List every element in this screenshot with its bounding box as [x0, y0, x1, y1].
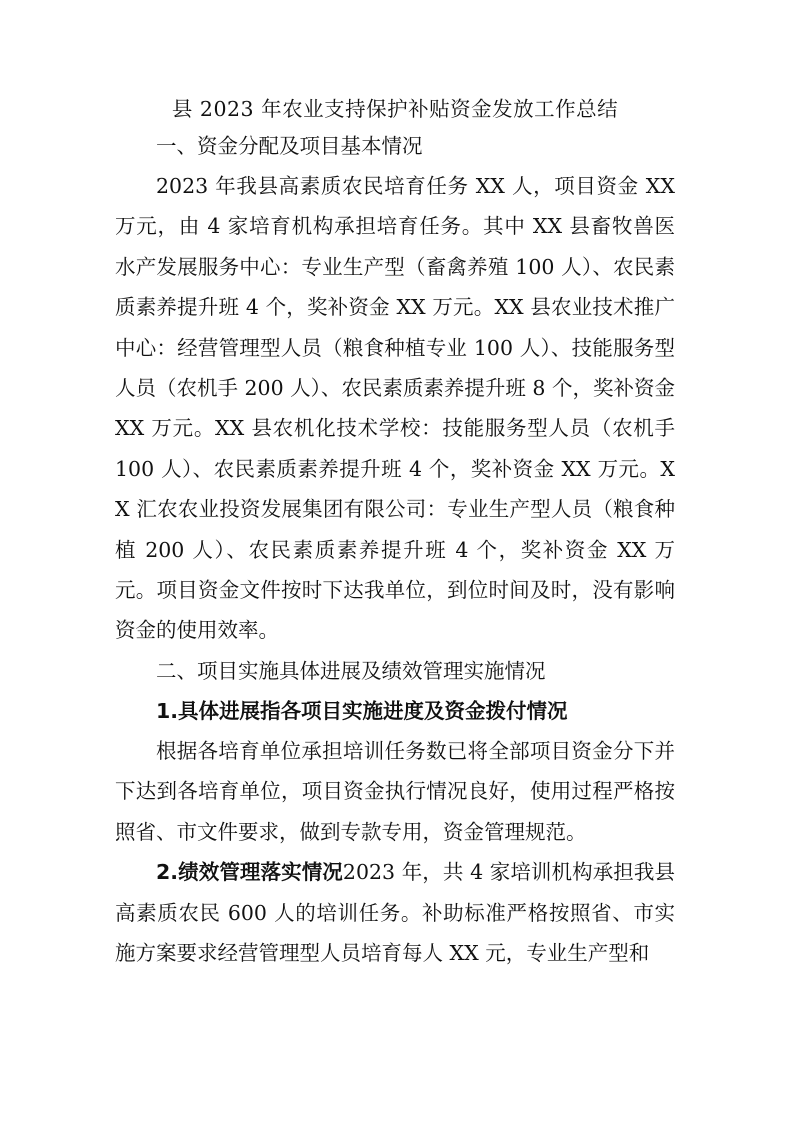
lead-performance-management: 2.绩效管理落实情况	[156, 860, 343, 885]
paragraph-performance-management	[115, 852, 675, 973]
paragraph-progress-and-disbursement: 根据各培育单位承担培训任务数已将全部项目资金分下并下达到各培育单位，项目资金执行情况良好，使用过程严格按照省、市文件要求，做到专款专用，资金管理规范。	[115, 738, 675, 844]
document-body	[115, 92, 675, 973]
paragraph-funding-allocation: 2023 年我县高素质农民培育任务 XX 人，项目资金 XX 万元，由 4 家培育机构承担培育任务。其中 XX 县畜牧兽医水产发展服务中心：专业生产型（畜禽养殖 100 人）、农民素质素养提升班 4 个，奖补资金 XX 万元。XX 县农业技术推广中心：经营管理型人员（粮食种植专业 100 人）、技能服务型人员（农机手 200 人）、农民素质素养提升班 8 个，奖补资金 XX 万元。XX 县农机化技术学校：技能服务型人员（农机手 100 人）、农民素质素养提升班 4 个，奖补资金 XX 万元。XX 汇农农业投资发展集团有限公司：专业生产型人员（粮食种植 200 人）、农民素质素养提升班 4 个，奖补资金 XX 万元。项目资金文件按时下达我单位，到位时间及时，没有影响资金的使用效率。	[115, 174, 675, 643]
document-title: 县 2023 年农业支持保护补贴资金发放工作总结	[171, 97, 619, 121]
subheading-progress-and-disbursement: 1.具体进展指各项目实施进度及资金拨付情况	[156, 698, 568, 723]
text-performance-management: 2023 年，共 4 家培训机构承担我县高素质农民 600 人的培训任务。补助标准严格按照省、市实施方案要求经营管理型人员培育每人 XX 元，专业生产型和	[115, 860, 675, 965]
section-heading-project-implementation: 二、项目实施具体进展及绩效管理实施情况	[156, 658, 546, 683]
section-heading-funding-allocation: 一、资金分配及项目基本情况	[156, 134, 423, 158]
